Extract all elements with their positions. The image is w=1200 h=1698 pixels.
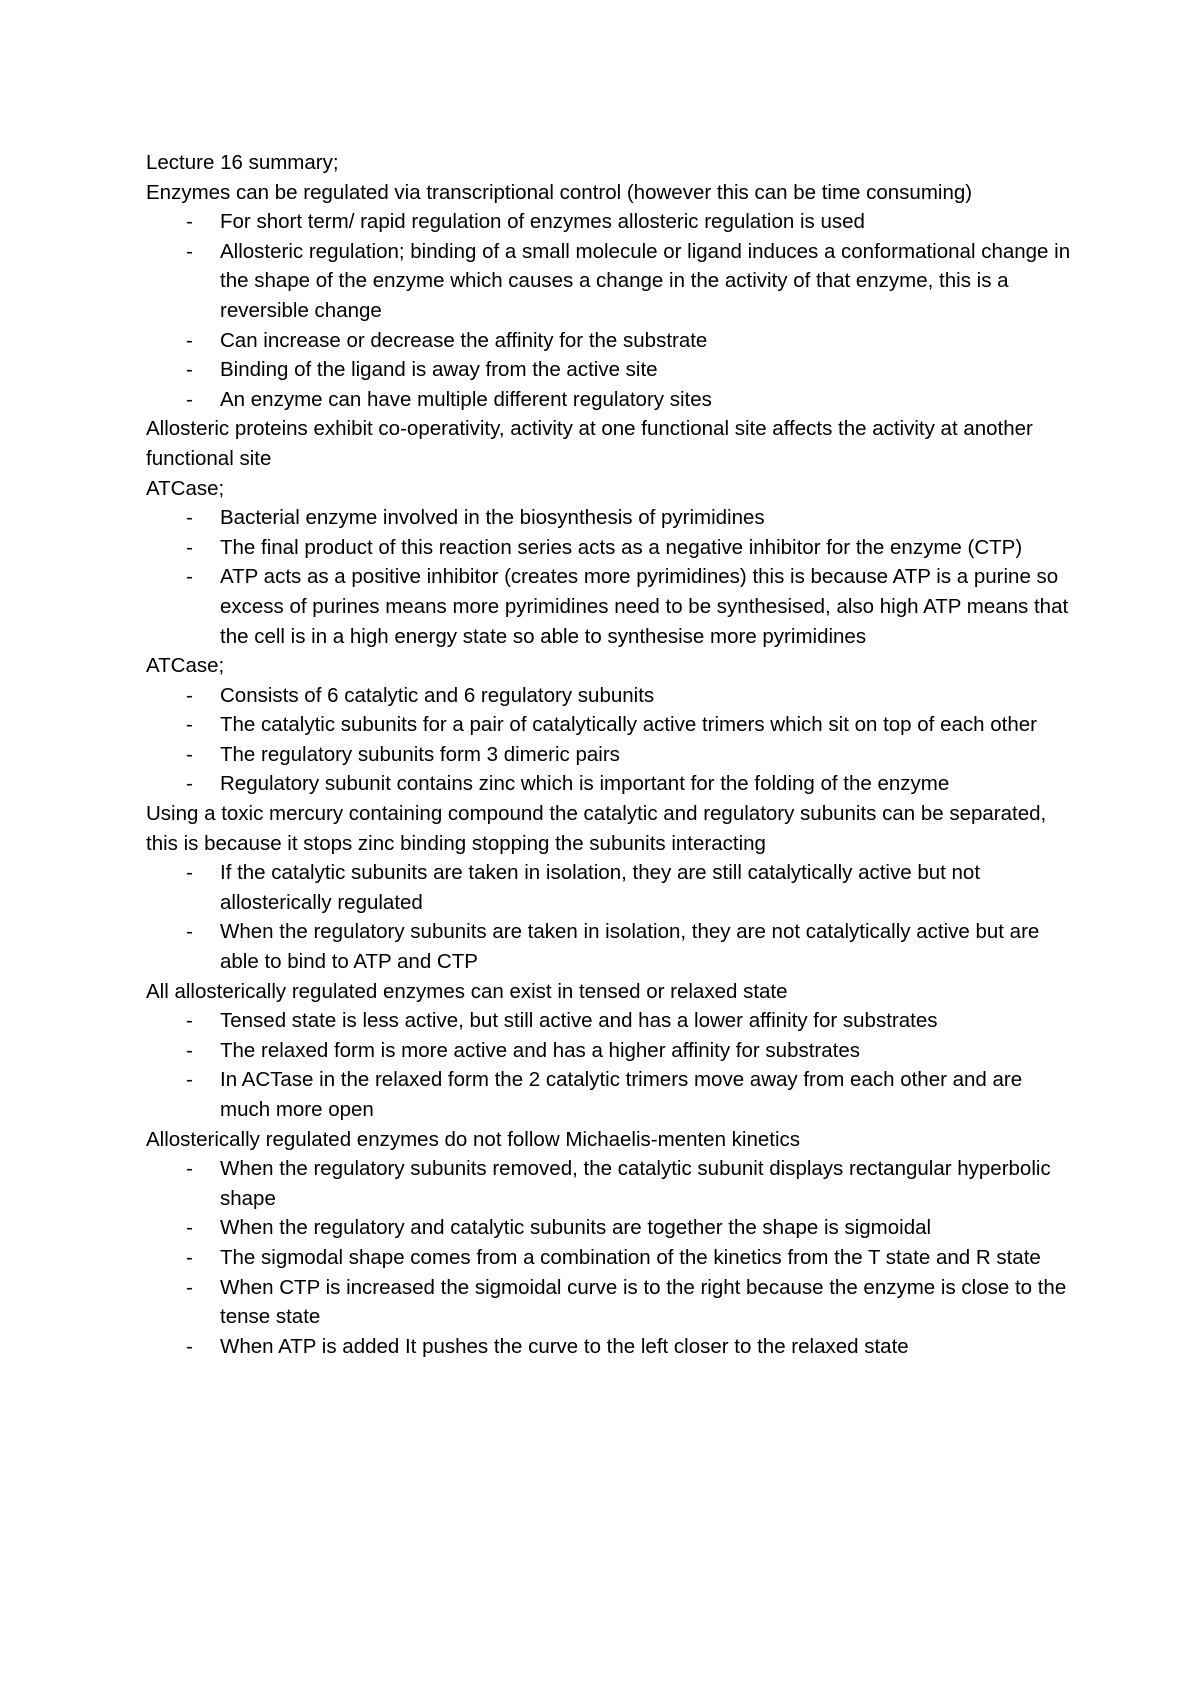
list-item (146, 326, 1076, 356)
bullet-dash: - (186, 328, 193, 352)
paragraph: Enzymes can be regulated via transcriptional control (however this can be time consuming) (146, 180, 973, 204)
list-item-text: When ATP is added It pushes the curve to the left closer to the relaxed state (220, 1334, 909, 1358)
list-item-text: When CTP is increased the sigmoidal curve is to the right because the enzyme is close to the tense state (220, 1275, 1067, 1329)
list-item (146, 355, 1076, 385)
bullet-list (146, 681, 1076, 799)
list-item-text: An enzyme can have multiple different regulatory sites (220, 387, 712, 411)
list-item-text: Bacterial enzyme involved in the biosynthesis of pyrimidines (220, 506, 765, 530)
list-item (146, 710, 1076, 740)
bullet-dash: - (186, 713, 193, 737)
bullet-list (146, 1006, 1076, 1124)
list-item-text: Binding of the ligand is away from the active site (220, 358, 658, 382)
bullet-dash: - (186, 1334, 193, 1358)
bullet-dash: - (186, 742, 193, 766)
bullet-dash: - (186, 358, 193, 382)
bullet-dash: - (186, 1068, 193, 1092)
list-item (146, 858, 1076, 917)
bullet-dash: - (186, 1009, 193, 1033)
list-item (146, 681, 1076, 711)
list-item (146, 740, 1076, 770)
section-heading: ATCase; (146, 476, 225, 500)
paragraph: Allosteric proteins exhibit co-operativity, activity at one functional site affects the activity at another functional site (146, 417, 1033, 470)
list-item (146, 1036, 1076, 1066)
list-item (146, 1006, 1076, 1036)
list-item-text: Can increase or decrease the affinity for the substrate (220, 328, 708, 352)
bullet-dash: - (186, 387, 193, 411)
list-item (146, 1065, 1076, 1124)
list-item-text: For short term/ rapid regulation of enzymes allosteric regulation is used (220, 210, 865, 234)
list-item (146, 1213, 1076, 1243)
list-item-text: The catalytic subunits for a pair of catalytically active trimers which sit on top of each other (220, 713, 1037, 737)
bullet-dash: - (186, 920, 193, 944)
list-item-text: If the catalytic subunits are taken in isolation, they are still catalytically active but not allosterically regulated (220, 861, 981, 914)
list-item-text: When the regulatory subunits are taken in isolation, they are not catalytically active but are able to bind to ATP and CTP (220, 920, 1040, 974)
bullet-dash: - (186, 772, 193, 796)
bullet-list (146, 503, 1076, 651)
list-item-text: Allosteric regulation; binding of a small molecule or ligand induces a conformational change in the shape of the enzyme which causes a change in the activity of that enzyme, this is a reversible change (220, 239, 1071, 322)
paragraph: Allosterically regulated enzymes do not follow Michaelis-menten kinetics (146, 1127, 801, 1151)
bullet-dash: - (186, 506, 193, 530)
list-item-text: The regulatory subunits form 3 dimeric pairs (220, 742, 620, 766)
list-item-text: Tensed state is less active, but still active and has a lower affinity for substrates (220, 1009, 938, 1033)
document-body (146, 148, 1076, 1361)
list-item (146, 1243, 1076, 1273)
bullet-dash: - (186, 1157, 193, 1181)
bullet-list (146, 1154, 1076, 1361)
list-item (146, 385, 1076, 415)
bullet-dash: - (186, 1216, 193, 1240)
document-title: Lecture 16 summary; (146, 151, 339, 174)
bullet-dash: - (186, 239, 193, 263)
list-item-text: The final product of this reaction series acts as a negative inhibitor for the enzyme (CTP) (220, 535, 1023, 559)
paragraph: Using a toxic mercury containing compound the catalytic and regulatory subunits can be separated, this is because it stops zinc binding stopping the subunits interacting (146, 802, 1047, 855)
list-item (146, 917, 1076, 976)
bullet-list (146, 207, 1076, 414)
list-item-text: When the regulatory subunits removed, the catalytic subunit displays rectangular hyperbolic shape (220, 1157, 1051, 1210)
list-item (146, 562, 1076, 651)
list-item-text: In ACTase in the relaxed form the 2 catalytic trimers move away from each other and are much more open (220, 1068, 1023, 1121)
bullet-dash: - (186, 210, 193, 234)
list-item-text: The sigmodal shape comes from a combination of the kinetics from the T state and R state (220, 1245, 1041, 1269)
list-item-text: The relaxed form is more active and has a higher affinity for substrates (220, 1038, 860, 1062)
section-heading: ATCase; (146, 654, 225, 678)
paragraph: All allosterically regulated enzymes can exist in tensed or relaxed state (146, 979, 788, 1003)
bullet-dash: - (186, 861, 193, 885)
bullet-dash: - (186, 1245, 193, 1269)
list-item-text: When the regulatory and catalytic subunits are together the shape is sigmoidal (220, 1216, 932, 1240)
list-item (146, 533, 1076, 563)
list-item (146, 1332, 1076, 1362)
bullet-dash: - (186, 683, 193, 707)
list-item (146, 1154, 1076, 1213)
list-item-text: Regulatory subunit contains zinc which is important for the folding of the enzyme (220, 772, 950, 796)
list-item (146, 1273, 1076, 1332)
list-item (146, 769, 1076, 799)
list-item (146, 503, 1076, 533)
bullet-dash: - (186, 1275, 193, 1299)
list-item-text: Consists of 6 catalytic and 6 regulatory subunits (220, 683, 655, 707)
list-item (146, 237, 1076, 326)
bullet-list (146, 858, 1076, 976)
list-item (146, 207, 1076, 237)
list-item-text: ATP acts as a positive inhibitor (creates more pyrimidines) this is because ATP is a purine so excess of purines means more pyrimidines need to be synthesised, also high ATP means that the cell is in a high energy state so able to synthesise more pyrimidines (220, 565, 1069, 648)
bullet-dash: - (186, 535, 193, 559)
bullet-dash: - (186, 565, 193, 589)
bullet-dash: - (186, 1038, 193, 1062)
